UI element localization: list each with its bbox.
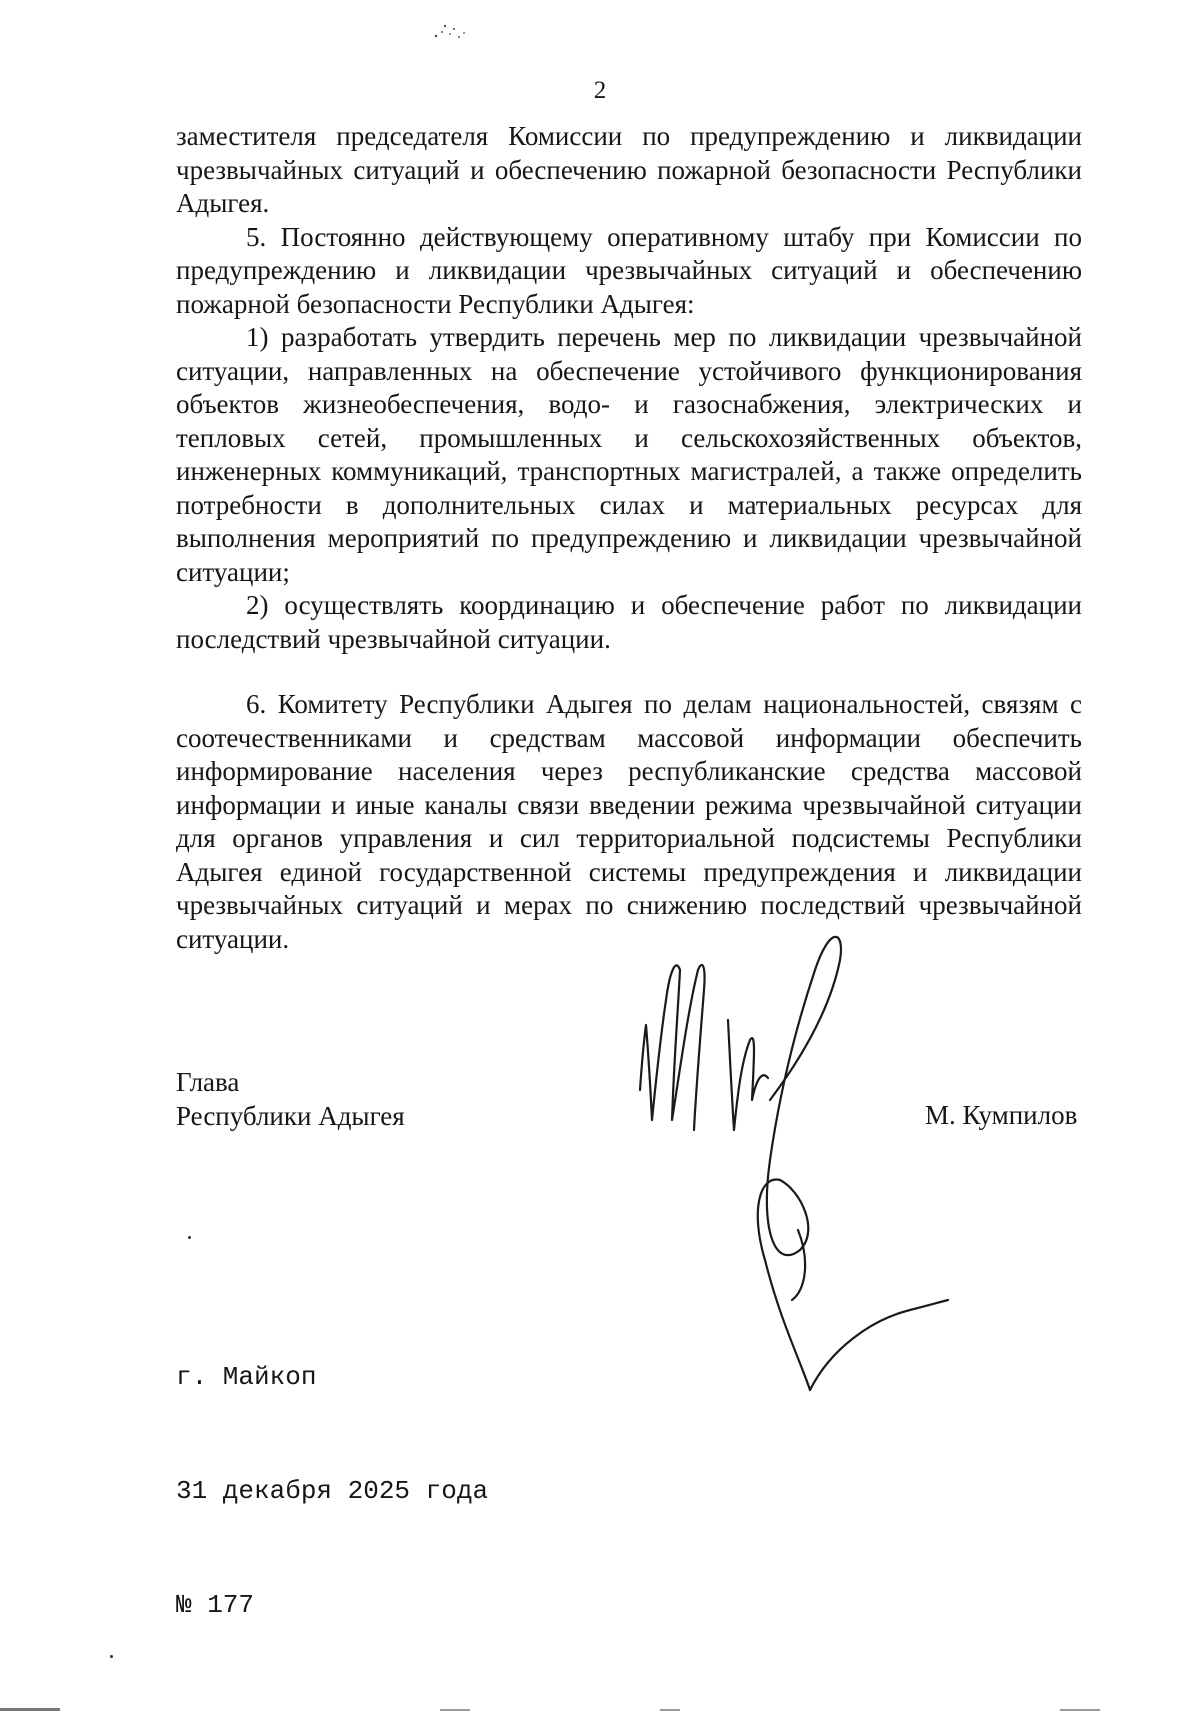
issue-date: 31 декабря 2025 года (176, 1476, 489, 1506)
paragraph-subitem-2: 2) осуществлять координацию и обеспечение работ по ликвидации последствий чрезвычайной ситуации. (176, 590, 1082, 654)
page-number: 2 (593, 77, 607, 104)
document-body (176, 120, 1082, 956)
signatory-title: Глава (176, 1067, 240, 1097)
signatory-name: М. Кумпилов (925, 1100, 1078, 1130)
paragraph-item-6: 6. Комитету Республики Адыгея по делам национальностей, связям с соотечественниками и средствам массовой информации обеспечить информирование населения через республиканские средства массовой информации и иные каналы связи введении режима чрезвычайной ситуации для органов управления и сил территориальной подсистемы Республики Адыгея единой государственной системы предупреждения и ликвидации чрезвычайных ситуаций и мерах по снижению последствий чрезвычайной ситуации. (176, 689, 1082, 954)
scan-speck (188, 1236, 191, 1239)
paragraph-item-5: 5. Постоянно действующему оперативному штабу при Комиссии по предупреждению и ликвидации чрезвычайных ситуаций и обеспечению пожарной безопасности Республики Адыгея: (176, 221, 1082, 319)
issue-details (176, 1282, 488, 1700)
scan-artifact (430, 18, 470, 42)
scan-speck (110, 1655, 113, 1658)
handwritten-signature (630, 930, 1020, 1400)
scan-edge-artifact (0, 1704, 1200, 1713)
signatory-region: Республики Адыгея (176, 1100, 405, 1131)
issue-city: г. Майкоп (176, 1362, 317, 1392)
signatory-position (176, 1066, 405, 1133)
paragraph-continuation: заместителя председателя Комиссии по предупреждению и ликвидации чрезвычайных ситуаций и обеспечению пожарной безопасности Республики Адыгея. (176, 121, 1082, 218)
paragraph-subitem-1: 1) разработать утвердить перечень мер по ликвидации чрезвычайной ситуации, направленных на обеспечение устойчивого функционирования объектов жизнеобеспечения, водо- и газоснабжения, электрических и тепловых сетей, промышленных и сельскохозяйственных объектов, инженерных коммуникаций, транспортных магистралей, а также определить потребности в дополнительных силах и материальных ресурсах для выполнения мероприятий по предупреждению и ликвидации чрезвычайной ситуации; (176, 322, 1082, 587)
issue-number: № 177 (176, 1590, 255, 1620)
